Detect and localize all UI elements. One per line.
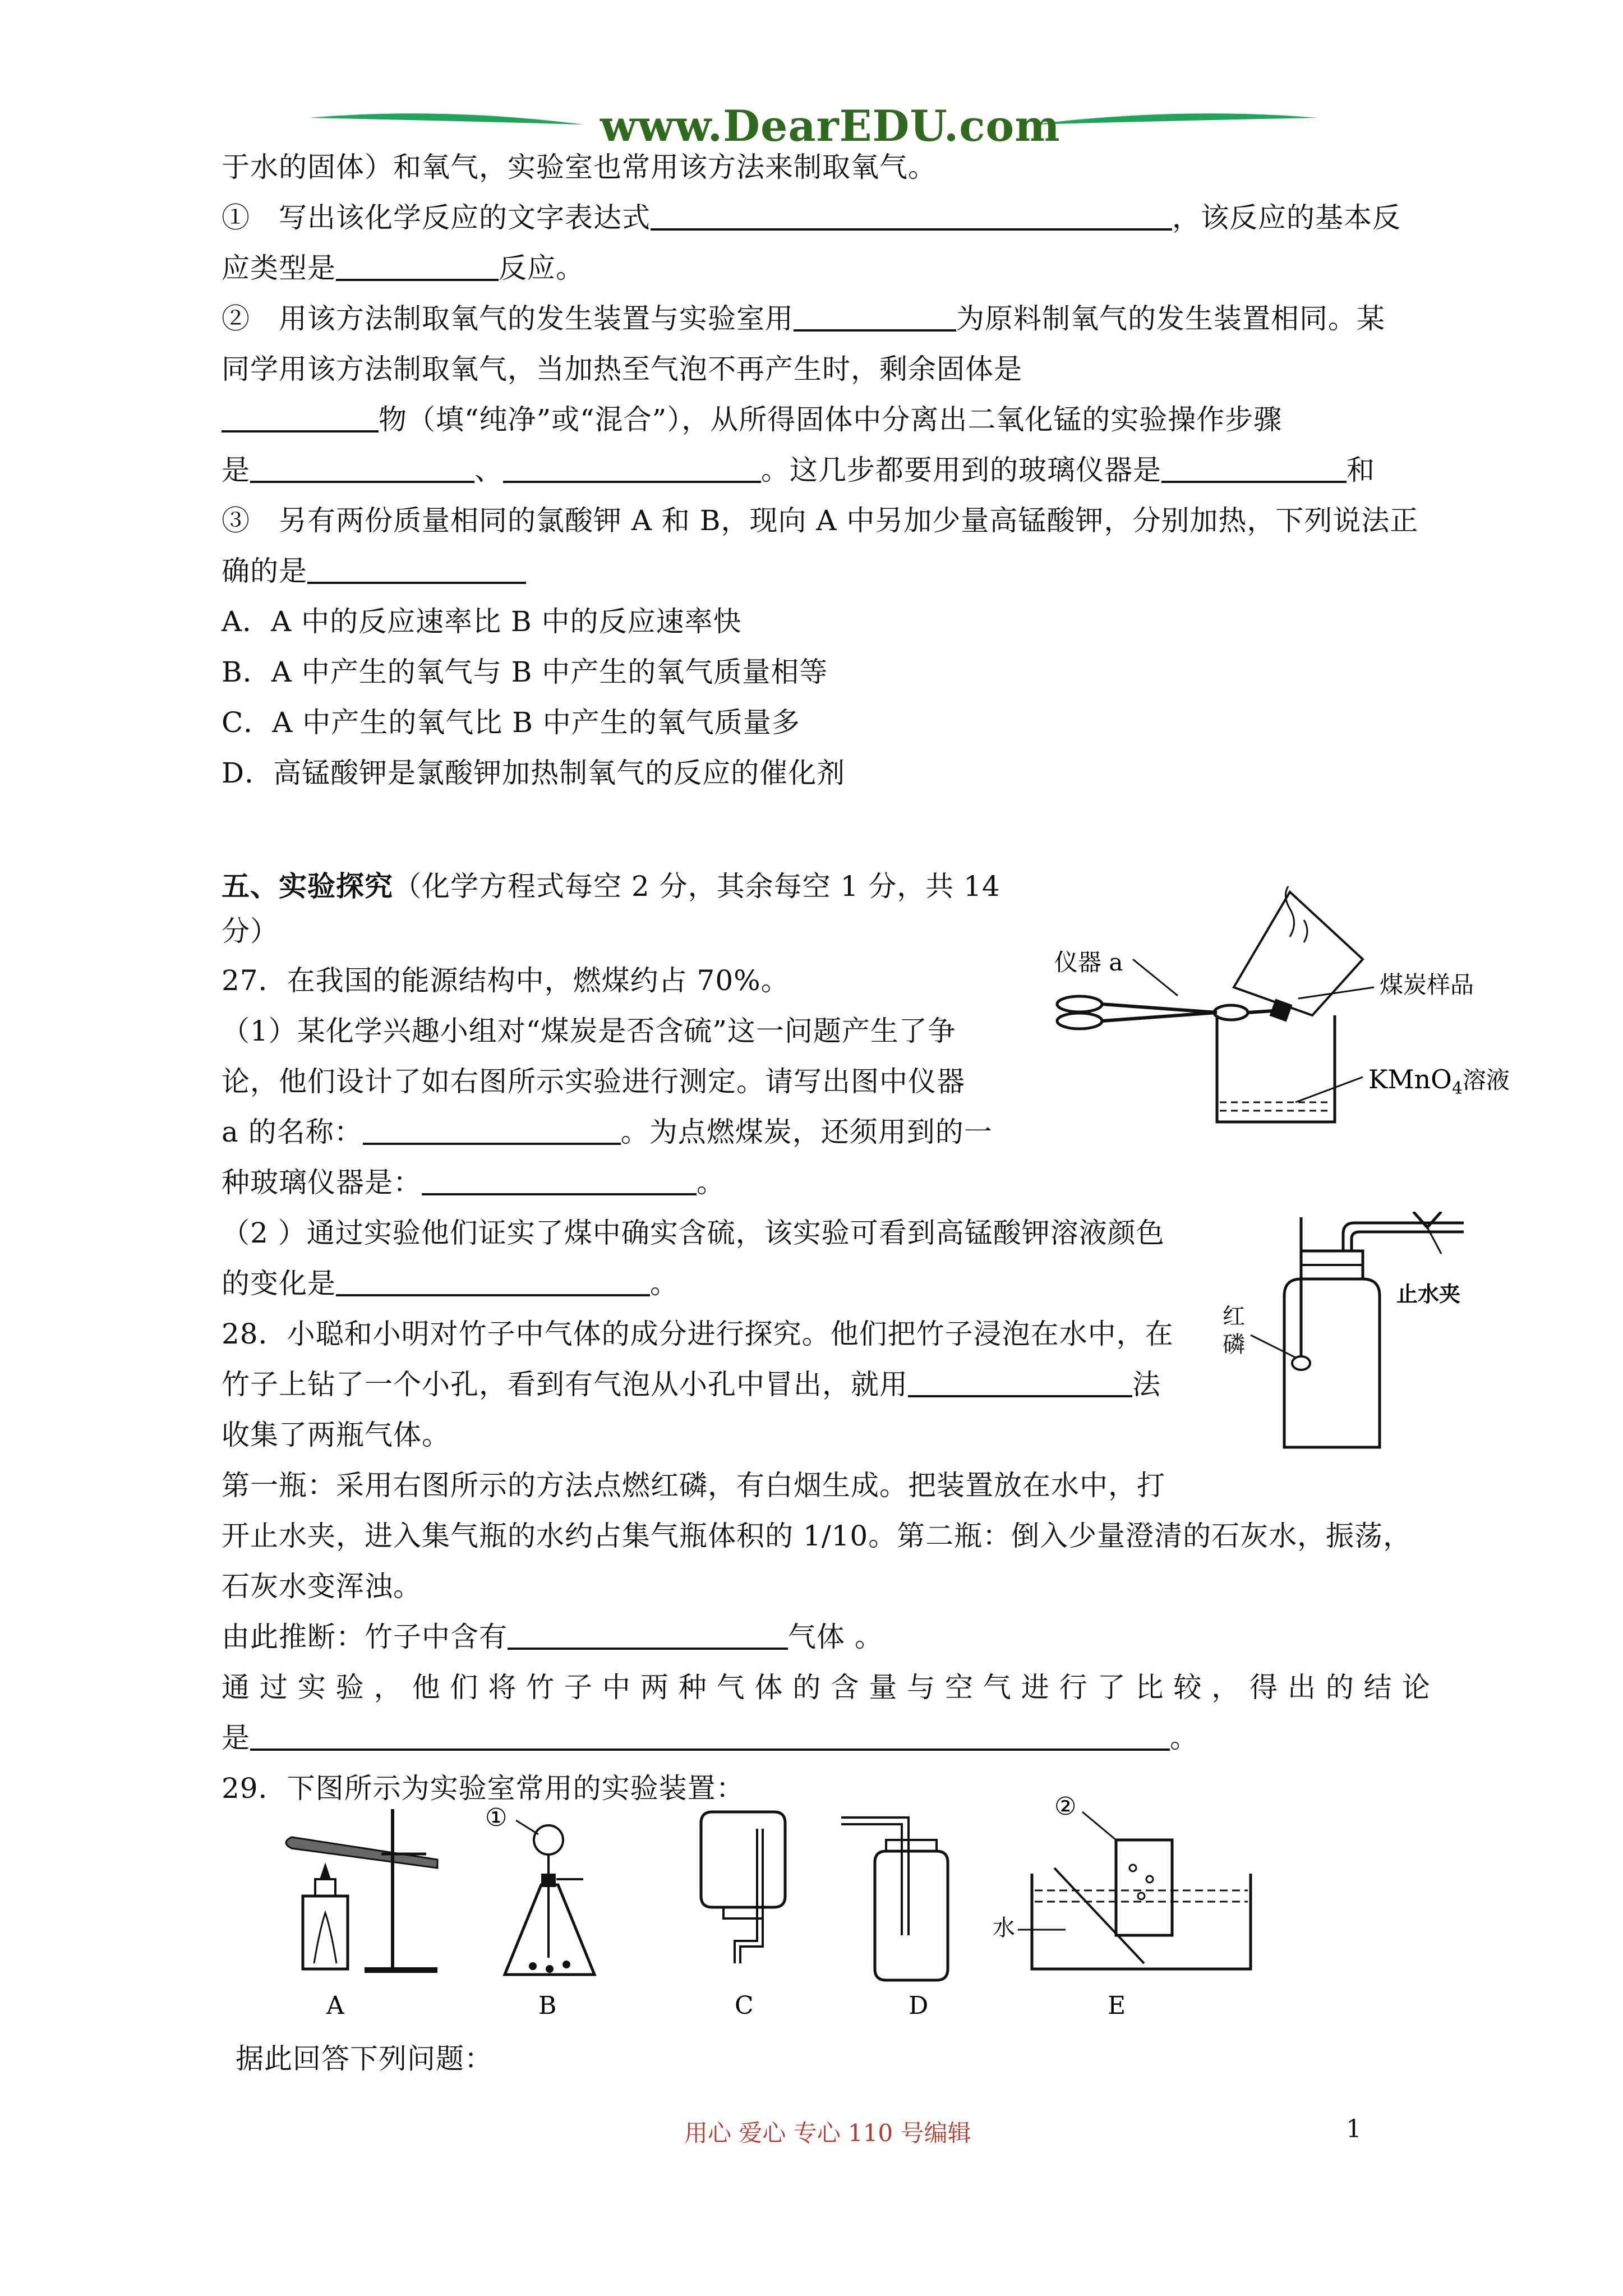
answer-blank[interactable] (336, 1268, 650, 1296)
answer-blank[interactable] (1161, 455, 1347, 483)
answer-blank[interactable] (336, 253, 499, 281)
section-heading: 五、实验探究（化学方程式每空 2 分，其余每空 1 分，共 14 (222, 869, 1000, 903)
text-line: 应类型是 反应。 (222, 252, 584, 284)
header-banner (303, 95, 1324, 157)
text-line: 29．下图所示为实验室常用的实验装置： (222, 1772, 745, 1805)
water-trough-icon (1032, 1874, 1251, 1969)
answer-blank[interactable] (307, 556, 526, 584)
clamp-icon (1413, 1212, 1441, 1227)
text-line: 据此回答下列问题： (236, 2042, 493, 2075)
label-coal-sample: 煤炭样品 (1380, 971, 1474, 999)
label-red-phosphorus-2: 磷 (1223, 1332, 1245, 1358)
alcohol-lamp-icon (303, 1896, 348, 1969)
label-red-phosphorus-1: 红 (1223, 1304, 1245, 1329)
inverted-bottle-icon (1116, 1840, 1172, 1935)
beaker-icon (1217, 1015, 1335, 1122)
site-logo: www.DearEDU.com (600, 101, 1061, 151)
inverted-bottle-icon (701, 1812, 785, 1907)
text-line: 的变化是 。 (222, 1267, 679, 1300)
text-line: （1）某化学兴趣小组对“煤炭是否含硫”这一问题产生了争 (222, 1015, 956, 1047)
text-line: ① 写出该化学反应的文字表达式 ，该反应的基本反 (222, 201, 1401, 234)
answer-blank[interactable] (508, 1622, 788, 1650)
answer-blank[interactable] (363, 1117, 621, 1145)
text-line: 于水的固体）和氧气，实验室也常用该方法来制取氧气。 (222, 151, 937, 183)
text-line: 是 。 (222, 1722, 1198, 1754)
option-a[interactable]: A．A 中的反应速率比 B 中的反应速率快 (222, 605, 742, 638)
text-line: 通 过 实 验 ， 他 们 将 竹 子 中 两 种 气 体 的 含 量 与 空 气 进 行 了 比 较 ， 得 出 的 结 论 (222, 1671, 1431, 1704)
text-line: ③ 另有两份质量相同的氯酸钾 A 和 B，现向 A 中另加少量高锰酸钾，分别加热，下列说法正 (222, 504, 1419, 537)
label-water-clamp: 止水夹 (1396, 1281, 1461, 1306)
option-c[interactable]: C．A 中产生的氧气比 B 中产生的氧气质量多 (222, 706, 800, 739)
text-line: 是 、 。这几步都要用到的玻璃仪器是 和 (222, 454, 1375, 486)
tongs-handle-icon (1057, 996, 1102, 1012)
apparatus-b[interactable] (485, 1803, 594, 1975)
answer-blank[interactable] (908, 1369, 1132, 1397)
answer-blank[interactable] (503, 455, 761, 483)
answer-blank[interactable] (250, 1723, 1170, 1751)
apparatus-c[interactable] (701, 1812, 785, 1963)
figure-coal-test (1049, 886, 1531, 1144)
page-number: 1 (1346, 2115, 1362, 2143)
label-c: C (735, 1991, 754, 2019)
mark-2: ② (1054, 1795, 1077, 1821)
text-line: 收集了两瓶气体。 (222, 1419, 450, 1451)
text-line: 第一瓶：采用右图所示的方法点燃红磷，有白烟生成。把装置放在水中，打 (222, 1469, 1165, 1502)
apparatus-d[interactable] (841, 1818, 948, 1980)
label-a: A (326, 1991, 344, 2019)
label-b: B (538, 1991, 557, 2019)
funnel-icon (1234, 892, 1363, 1015)
gas-bottle-icon (1284, 1279, 1380, 1447)
footer-text: 用心 爱心 专心 110 号编辑 (684, 2119, 971, 2147)
text-line: （2 ）通过实验他们证实了煤中确实含硫，该实验可看到高锰酸钾溶液颜色 (222, 1217, 1165, 1249)
label-e: E (1108, 1991, 1126, 2019)
label-kmno4-solution: KMnO$_4$溶液 (1368, 1064, 1510, 1098)
answer-blank[interactable] (794, 303, 956, 332)
text-line: 确的是 (222, 554, 1413, 588)
apparatus-e[interactable] (993, 1795, 1251, 1969)
answer-blank[interactable] (250, 455, 474, 483)
funnel-icon (534, 1825, 563, 1855)
gas-bottle-icon (875, 1851, 948, 1980)
apparatus-a[interactable] (286, 1809, 437, 1970)
answer-blank[interactable] (222, 404, 379, 432)
text-line: a 的名称： 。为点燃煤炭，还须用到的一 (222, 1116, 993, 1148)
text-line: 石灰水变浑浊。 (222, 1570, 422, 1603)
text-line: 论，他们设计了如右图所示实验进行测定。请写出图中仪器 (222, 1065, 965, 1098)
option-d[interactable]: D．高锰酸钾是氯酸钾加热制氧气的反应的催化剂 (222, 757, 846, 789)
text-line: 种玻璃仪器是： 。 (222, 1166, 725, 1199)
text-line: 28．小聪和小明对竹子中气体的成分进行探究。他们把竹子浸泡在水中，在 (222, 1318, 1174, 1350)
figure-apparatus (269, 1795, 1447, 2019)
text-line: 物（填“纯净”或“混合”），从所得固体中分离出二氧化锰的实验操作步骤 (222, 403, 1413, 436)
text-line: 竹子上钻了一个小孔，看到有气泡从小孔中冒出，就用 法 (222, 1368, 1161, 1401)
text-line: 分） (222, 915, 279, 947)
text-line: 27．在我国的能源结构中，燃煤约占 70%。 (222, 964, 790, 997)
option-b[interactable]: B．A 中产生的氧气与 B 中产生的氧气质量相等 (222, 656, 828, 688)
answer-blank[interactable] (651, 203, 1172, 231)
text-line: 由此推断：竹子中含有 气体 。 (222, 1621, 883, 1653)
text-line: ② 用该方法制取氧气的发生装置与实验室用 为原料制氧气的发生装置相同。某 (222, 302, 1385, 335)
figure-red-phosphorus (1217, 1212, 1520, 1453)
answer-blank[interactable] (422, 1167, 697, 1195)
mark-1: ① (485, 1803, 508, 1832)
text-line: 同学用该方法制取氧气，当加热至气泡不再产生时，剩余固体是 (222, 353, 1022, 385)
label-d: D (909, 1991, 929, 2019)
label-instrument-a: 仪器 a (1054, 949, 1123, 976)
text-line: 开止水夹，进入集气瓶的水约占集气瓶体积的 1/10。第二瓶：倒入少量澄清的石灰水，振荡， (222, 1520, 1412, 1552)
label-water: 水 (993, 1915, 1015, 1941)
